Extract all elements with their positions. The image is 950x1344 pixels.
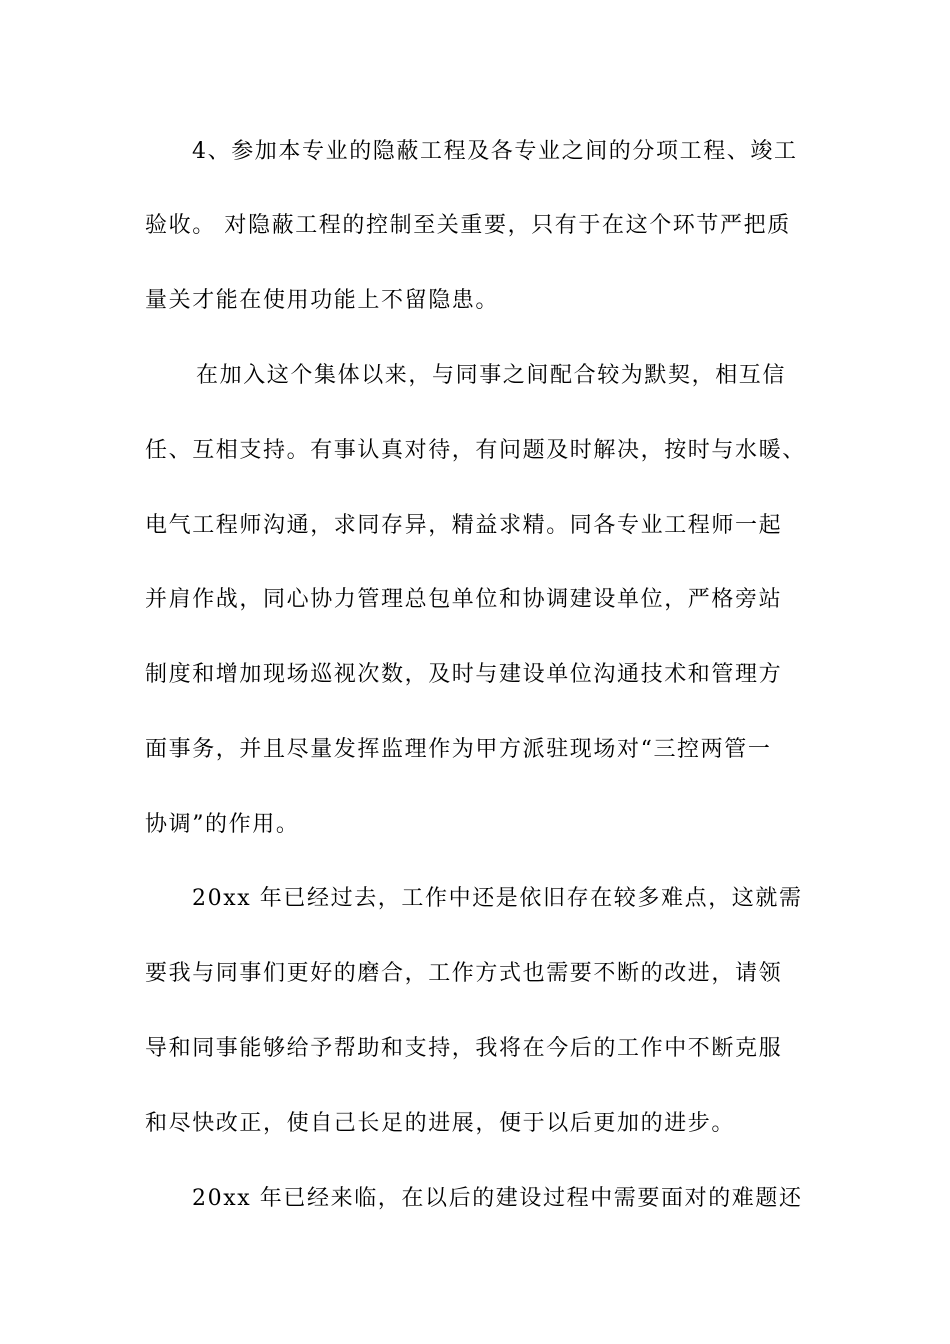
paragraph-line: 要我与同事们更好的磨合，工作方式也需要不断的改进，请领 [145, 961, 783, 986]
paragraph-line: 在加入这个集体以来，与同事之间配合较为默契，相互信 [196, 363, 787, 388]
paragraph-line: 面事务，并且尽量发挥监理作为甲方派驻现场对“三控两管一 [145, 737, 772, 762]
paragraph-line: 20xx 年已经过去，工作中还是依旧存在较多难点，这就需 [192, 886, 803, 911]
paragraph-line: 协调”的作用。 [145, 812, 300, 837]
paragraph-line: 并肩作战，同心协力管理总包单位和协调建设单位，严格旁站 [145, 587, 783, 612]
paragraph-line: 电气工程师沟通，求同存异，精益求精。同各专业工程师一起 [145, 513, 783, 538]
paragraph-line: 和尽快改正，使自己长足的进展，便于以后更加的进步。 [145, 1111, 736, 1136]
paragraph-line: 验收。 对隐蔽工程的控制至关重要，只有于在这个环节严把质 [145, 213, 791, 238]
paragraph-line: 量关才能在使用功能上不留隐患。 [145, 288, 500, 313]
paragraph-line: 制度和增加现场巡视次数，及时与建设单位沟通技术和管理方 [145, 662, 783, 687]
paragraph-line: 任、互相支持。有事认真对待，有问题及时解决，按时与水暖、 [145, 438, 806, 463]
paragraph-line: 20xx 年已经来临，在以后的建设过程中需要面对的难题还 [192, 1186, 803, 1211]
paragraph-line: 4、参加本专业的隐蔽工程及各专业之间的分项工程、竣工 [192, 139, 798, 164]
paragraph-line: 导和同事能够给予帮助和支持，我将在今后的工作中不断克服 [145, 1036, 783, 1061]
